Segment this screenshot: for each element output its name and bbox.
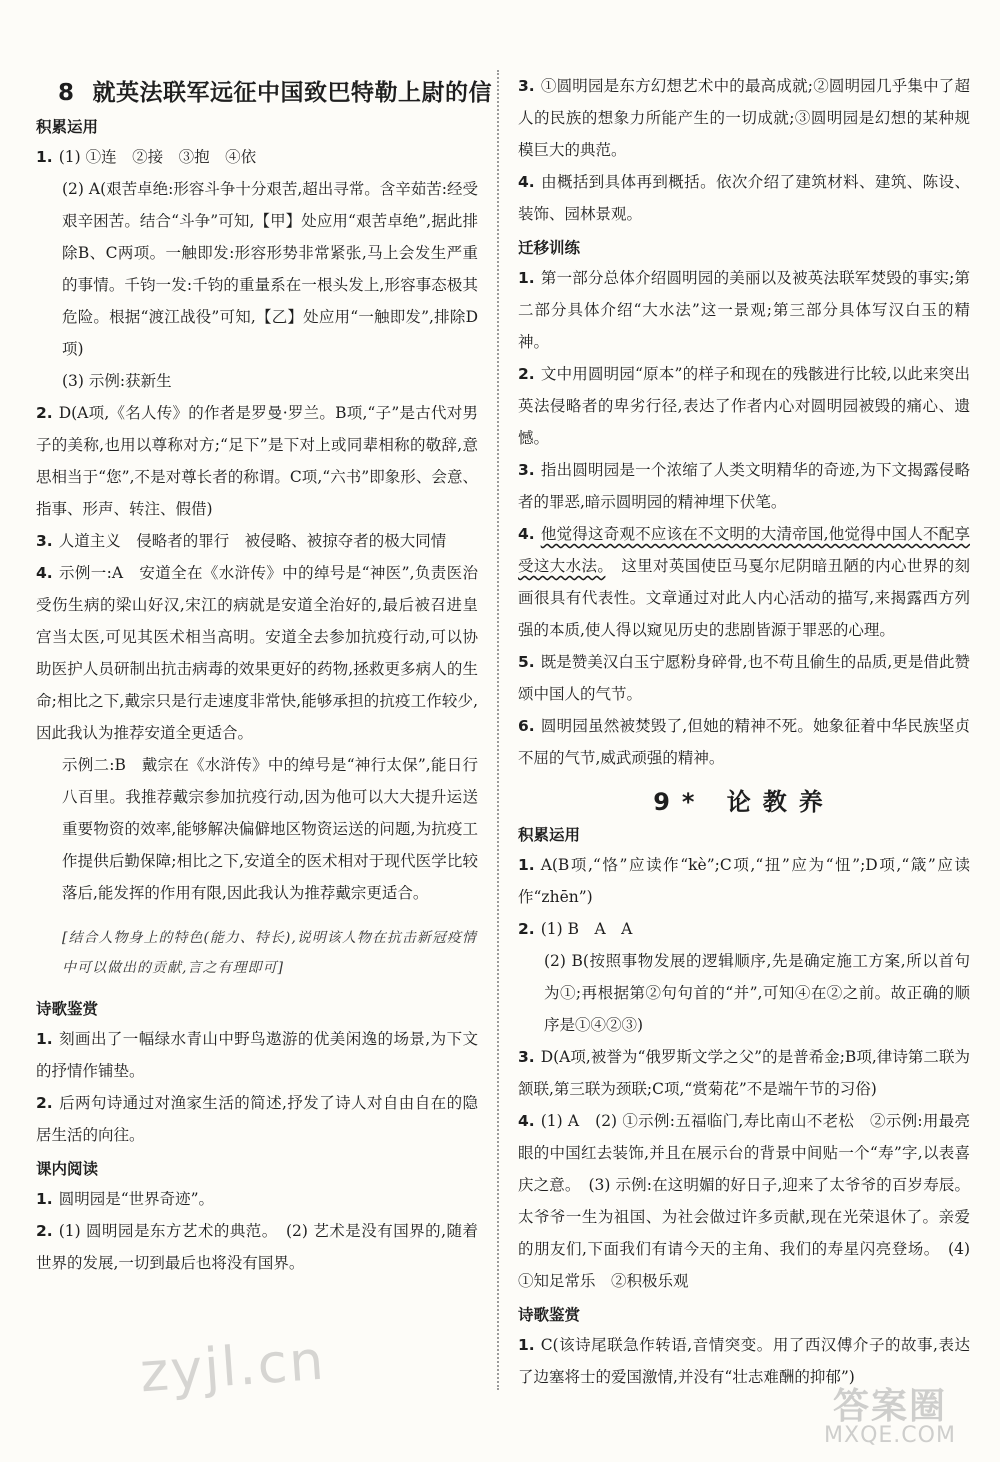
transfer-answer-2: 2. 文中用圆明园“原本”的样子和现在的残骸进行比较,以此来突出英法侵略者的卑劣行径,表达了作者内心对圆明园被毁的痛心、遗憾。 [518, 365, 970, 447]
lesson9-answer-1: 1. A(B项,“恪”应读作“kè”;C项,“扭”应为“忸”;D项,“箴”应读作“zhēn”) [518, 856, 970, 906]
lesson9-answer-2-2: (2) B(按照事物发展的逻辑顺序,先是确定施工方案,所以首句为①;再根据第②句句首的“并”,可知④在②之前。故正确的顺序是①④②③) [544, 952, 970, 1034]
poem-answer-2: 2. 后两句诗通过对渔家生活的简述,抒发了诗人对自由自在的隐居生活的向往。 [36, 1094, 478, 1144]
lesson9-poem-answer-1: 1. C(该诗尾联急作转语,音情突变。用了西汉傅介子的故事,表达了边塞将士的爱国激情,并没有“壮志难酬的抑郁”) [518, 1336, 970, 1386]
lesson9-answer-3: 3. D(A项,被誉为“俄罗斯文学之父”的是普希金;B项,律诗第二联为颔联,第三联为颈联;C项,“赏菊花”不是端午节的习俗) [518, 1048, 970, 1098]
section-heading: 诗歌鉴赏 [36, 1000, 99, 1018]
answer-1-2: (2) A(艰苦卓绝:形容斗争十分艰苦,超出寻常。含辛茹苦:经受艰辛困苦。结合“斗争”可知,【甲】处应用“艰苦卓绝”,据此排除B、C两项。一触即发:形容形势非常紧张,马上会发生严重的事情。千钧一发:千钧的重量系在一根头发上,形容事态极其危险。根据“渡江战役”可知,【乙】处应用“一触即发”,排除D项) [62, 180, 478, 358]
lesson9-answer-2: 2. (1) B A A [518, 920, 633, 938]
answer-4: 4. 示例一:A 安道全在《水浒传》中的绰号是“神医”,负责医治受伤生病的梁山好汉,宋江的病就是安道全治好的,最后被召进皇宫当太医,可见其医术相当高明。安道全去参加抗疫行动,可以协助医护人员研制出抗击病毒的效果更好的药物,拯救更多病人的生命;相比之下,戴宗只是行走速度非常快,能够承担的抗疫工作较少,因此我认为推荐安道全更适合。 [36, 564, 478, 742]
lesson-9-title: 9* 论教养 [653, 788, 835, 816]
watermark-zyjl: zyjl.cn [138, 1328, 328, 1405]
right-column [518, 70, 970, 1393]
transfer-answer-6: 6. 圆明园虽然被焚毁了,但她的精神不死。她象征着中华民族坚贞不屈的气节,威武顽强的精神。 [518, 717, 970, 767]
transfer-answer-1: 1. 第一部分总体介绍圆明园的美丽以及被英法联军焚毁的事实;第二部分具体介绍“大水法”这一景观;第三部分具体写汉白玉的精神。 [518, 269, 970, 351]
column-divider [497, 70, 499, 1390]
underlined-quote: 他觉得这奇观不应该在不文明的大清帝国,他觉得中国人不配享受这大水法。 [518, 525, 970, 575]
transfer-answer-3: 3. 指出圆明园是一个浓缩了人类文明精华的奇迹,为下文揭露侵略者的罪恶,暗示圆明园的精神埋下伏笔。 [518, 461, 970, 511]
watermark-mxqe: 答案圈 MXQE.COM [824, 1386, 956, 1448]
answer-1: 1. (1) ①连 ②接 ③抱 ④依 [36, 148, 257, 166]
section-heading: 迁移训练 [518, 239, 581, 257]
left-column [36, 70, 493, 1279]
transfer-answer-4: 4. 他觉得这奇观不应该在不文明的大清帝国,他觉得中国人不配享受这大水法。 这里对英国使臣马戛尔尼阴暗丑陋的内心世界的刻画很具有代表性。文章通过对此人内心活动的描写,来揭露西方列强的本质,使人得以窥见历史的悲剧皆源于罪恶的心理。 [518, 525, 970, 639]
lesson-8-title: 8 就英法联军远征中国致巴特勒上尉的信 [58, 80, 493, 106]
handwritten-note: [结合人物身上的特色(能力、特长),说明该人物在抗击新冠疫情中可以做出的贡献,言之有理即可] [62, 930, 477, 976]
transfer-answer-5: 5. 既是赞美汉白玉宁愿粉身碎骨,也不苟且偷生的品质,更是借此赞颂中国人的气节。 [518, 653, 970, 703]
reading-answer-4: 4. 由概括到具体再到概括。依次介绍了建筑材料、建筑、陈设、装饰、园林景观。 [518, 173, 970, 223]
poem-answer-1: 1. 刻画出了一幅绿水青山中野鸟遨游的优美闲逸的场景,为下文的抒情作铺垫。 [36, 1030, 478, 1080]
section-heading: 诗歌鉴赏 [518, 1306, 581, 1324]
reading-answer-1: 1. 圆明园是“世界奇迹”。 [36, 1190, 215, 1208]
answer-2: 2. D(A项,《名人传》的作者是罗曼·罗兰。B项,“子”是古代对男子的美称,也用以尊称对方;“足下”是下对上或同辈相称的敬辞,意思相当于“您”,不是对尊长者的称谓。C项,“六书”即象形、会意、指事、形声、转注、假借) [36, 404, 478, 518]
answer-1-3: (3) 示例:获新生 [62, 372, 172, 390]
answer-3: 3. 人道主义 侵略者的罪行 被侵略、被掠夺者的极大同情 [36, 532, 447, 550]
section-heading: 积累运用 [518, 826, 581, 844]
reading-answer-3: 3. ①圆明园是东方幻想艺术中的最高成就;②圆明园几乎集中了超人的民族的想象力所能产生的一切成就;③圆明园是幻想的某种规模巨大的典范。 [518, 77, 970, 159]
section-heading: 课内阅读 [36, 1160, 99, 1178]
lesson9-answer-4: 4. (1) A (2) ①示例:五福临门,寿比南山不老松 ②示例:用最亮眼的中国红去装饰,并且在展示台的背景中间贴一个“寿”字,以表喜庆之意。 (3) 示例:在这明媚的好日子,迎来了太爷爷的百岁寿辰。太爷爷一生为祖国、为社会做过许多贡献,现在光荣退休了。亲爱的朋友们,下面我们有请今天的主角、我们的寿星闪亮登场。 (4) ①知足常乐 ②积极乐观 [518, 1112, 970, 1290]
reading-answer-2: 2. (1) 圆明园是东方艺术的典范。 (2) 艺术是没有国界的,随着世界的发展,一切到最后也将没有国界。 [36, 1222, 478, 1272]
section-heading: 积累运用 [36, 118, 99, 136]
answer-4-example-2: 示例二:B 戴宗在《水浒传》中的绰号是“神行太保”,能日行八百里。我推荐戴宗参加抗疫行动,因为他可以大大提升运送重要物资的效率,能够解决偏僻地区物资运送的问题,为抗疫工作提供后勤保障;相比之下,安道全的医术相对于现代医学比较落后,能发挥的作用有限,因此我认为推荐戴宗更适合。 [62, 756, 478, 902]
